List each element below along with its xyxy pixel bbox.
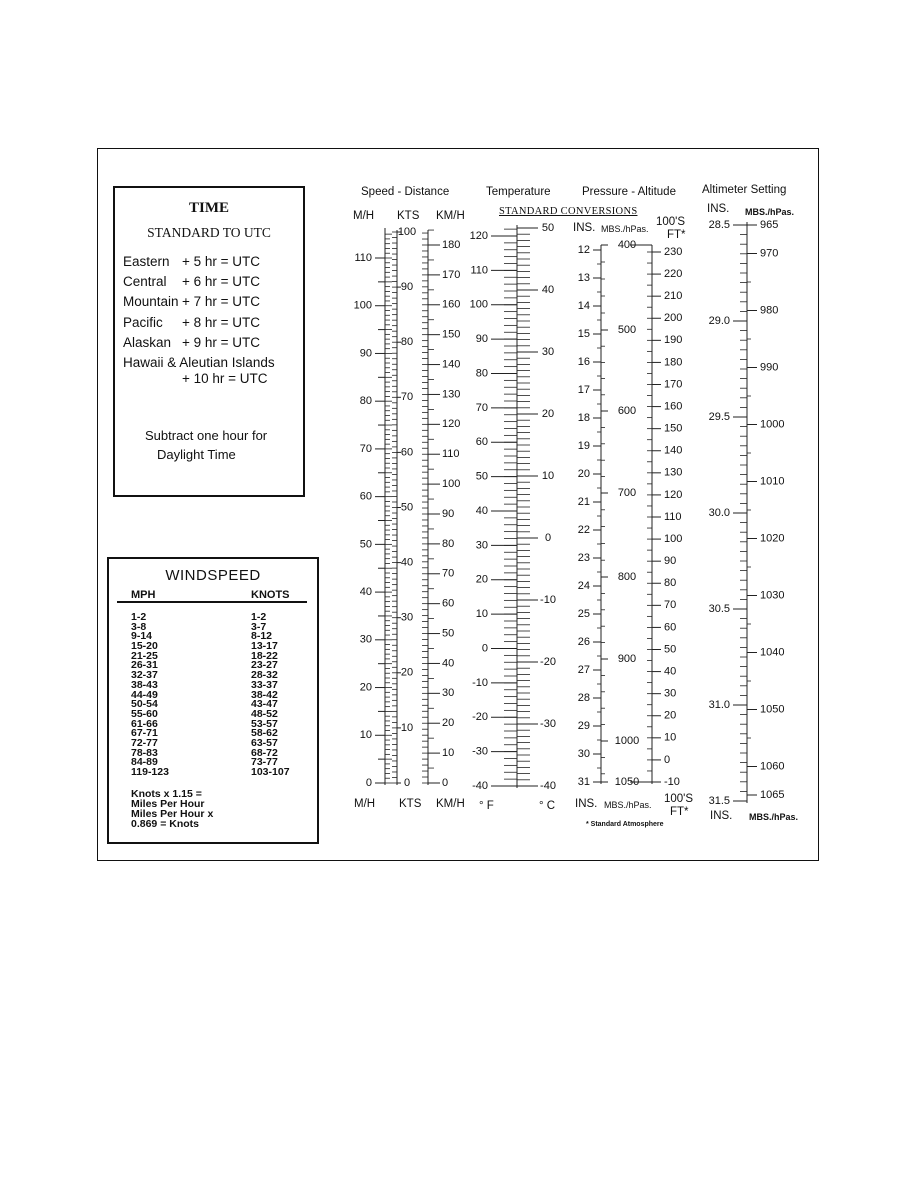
alt-ins-label: 29.5 [708,410,730,423]
alt-ins-label: 31.5 [708,794,730,807]
ins-label: 23 [577,551,590,564]
ins-label: 28 [577,691,590,704]
alt-mbs-label: 1030 [760,589,785,602]
mbs-label: 900 [617,652,637,665]
ins-label: 30 [577,747,590,760]
ins-label: 24 [577,579,590,592]
mbs-label: 500 [617,323,637,336]
altitude-label: 0 [664,753,671,766]
mbs-label: 400 [617,238,637,251]
altitude-label: 140 [664,444,683,457]
mph-value: 67-71 [131,727,158,740]
mph-value: 21-25 [131,649,158,662]
ins-label: 27 [577,663,590,676]
altitude-label: 130 [664,466,683,479]
zone-offset: + 5 hr = UTC [182,254,261,269]
mh-label: 100 [353,299,372,312]
ins-label: 19 [577,439,590,452]
mh-label: 50 [359,538,372,551]
pressure-altitude-header: Pressure - Altitude [582,186,676,198]
kts-label: 100 [397,225,417,238]
mph-value: 55-60 [131,707,158,720]
altitude-label: 200 [664,312,683,325]
mph-value: 61-66 [131,717,158,730]
fahrenheit-label: 110 [470,264,488,277]
celsius-label: 40 [541,283,555,296]
alt-ins-label: 30.5 [708,602,730,615]
altitude-label: 90 [664,555,677,568]
mh-label: 60 [359,490,372,503]
fahrenheit-label: 120 [469,229,488,242]
hawaii-label: Hawaii & Aleutian Islands [123,355,275,370]
kmh-label: 100 [442,478,461,491]
kmh-label: 20 [442,717,455,730]
ins-label: 15 [577,327,590,340]
zone-offset: + 6 hr = UTC [182,274,261,289]
kts-label: 40 [400,556,414,569]
fahrenheit-label: -20 [472,711,488,724]
altitude-label: 210 [664,290,683,303]
fahrenheit-label: 40 [475,504,488,517]
alt-ins-label: 28.5 [708,218,730,231]
kts-label: 0 [403,776,411,789]
mh-label: 110 [354,251,372,264]
fahrenheit-label: 20 [475,573,488,586]
kmh-label: 10 [442,747,455,760]
zone-name: Alaskan [123,335,172,350]
kmh-label: 0 [442,776,449,789]
fahrenheit-label: 100 [469,298,488,311]
altitude-label: 40 [664,665,677,678]
kts-label: 90 [400,281,414,294]
deg-c-label: ° C [539,800,556,812]
alt-ins-label: 29.0 [708,314,730,327]
knots-value: 23-27 [251,659,278,672]
knots-value: 38-42 [251,688,278,701]
kts-label: 30 [400,611,414,624]
mh-label: 10 [359,729,372,742]
knots-value: 18-22 [251,649,278,662]
ins-label: 25 [577,607,590,620]
mbs-top-label: MBS./hPas. [601,224,649,234]
kmh-label: 50 [442,627,455,640]
standard-atmosphere-note: * Standard Atmosphere [586,821,664,828]
kmh-bottom-label: KM/H [436,798,465,810]
kmh-label: 170 [442,268,461,281]
fahrenheit-label: 60 [475,436,488,449]
altitude-label: 180 [664,356,683,369]
altitude-label: 120 [664,488,683,501]
knots-value: 53-57 [251,717,278,730]
celsius-label: 30 [541,345,555,358]
altitude-label: 190 [664,334,683,347]
celsius-label: -10 [540,593,556,606]
alt-ins-label: 30.0 [708,506,730,519]
altitude-label: 60 [664,621,677,634]
kmh-label: 30 [442,687,455,700]
zone-name: Central [123,274,167,289]
mbs-bottom-label: MBS./hPas. [604,800,652,810]
knots-value: 8-12 [251,630,273,643]
celsius-label: -20 [540,655,556,668]
mbs-label: 800 [617,570,637,583]
ft-bottom-label: FT* [670,806,689,818]
altitude-label: 230 [664,245,683,258]
fahrenheit-label: -30 [472,745,488,758]
alt-ins-label: 31.0 [708,698,730,711]
time-title: TIME [188,200,229,216]
alt-mbs-label: 970 [760,247,779,260]
zone-offset: + 9 hr = UTC [182,335,261,350]
celsius-label: 20 [541,407,555,420]
mph-value: 72-77 [131,736,158,749]
fahrenheit-label: 30 [475,539,488,552]
kmh-label: 60 [442,597,455,610]
mph-value: 3-8 [131,620,147,633]
mh-label: 90 [359,347,372,360]
kmh-label: 70 [442,567,455,580]
fahrenheit-label: 80 [475,367,488,380]
fahrenheit-label: 50 [475,470,488,483]
knots-value: 68-72 [251,746,278,759]
standard-conversions-title: STANDARD CONVERSIONS [499,206,638,217]
footer-line: Miles Per Hour [131,798,205,810]
windspeed-title: WINDSPEED [165,567,261,584]
kmh-top-label: KM/H [436,210,465,222]
fahrenheit-label: 70 [475,401,488,414]
zone-name: Mountain [123,294,179,309]
footer-line: Miles Per Hour x [131,808,214,820]
celsius-label: 0 [544,531,552,544]
celsius-label: 10 [541,469,555,482]
ins-label: 22 [577,523,590,536]
altitude-label: 160 [664,400,683,413]
kts-top-label: KTS [397,210,420,222]
kts-label: 10 [400,721,414,734]
ins-bottom-label: INS. [575,798,598,810]
mph-header: MPH [131,589,156,601]
altitude-label: 70 [664,599,677,612]
kmh-label: 130 [442,388,461,401]
ft100-top-label: 100'S [656,216,686,228]
hawaii-offset: + 10 hr = UTC [182,371,268,386]
altimeter-setting-header: Altimeter Setting [702,184,787,196]
mph-value: 26-31 [131,659,158,672]
knots-value: 3-7 [251,620,267,633]
kts-bottom-label: KTS [399,798,422,810]
mh-label: 40 [359,585,372,598]
kmh-label: 80 [442,537,455,550]
ins-label: 17 [577,383,590,396]
alt-mbs-top-label: MBS./hPas. [745,207,795,217]
kmh-label: 40 [442,657,455,670]
fahrenheit-label: 90 [475,333,488,346]
alt-mbs-label: 980 [760,304,779,317]
footer-line: 0.869 = Knots [131,818,199,830]
footer-line: Knots x 1.15 = [131,788,202,800]
ins-label: 16 [577,355,590,368]
mh-label: 70 [359,442,372,455]
mph-value: 38-43 [131,678,158,691]
ins-label: 31 [577,775,590,788]
mh-label: 80 [359,395,372,408]
ft100-bottom-label: 100'S [664,793,694,805]
mh-label: 20 [359,681,372,694]
mph-value: 84-89 [131,756,158,769]
mph-value: 119-123 [131,766,169,778]
kts-label: 80 [400,336,414,349]
time-subtitle: STANDARD TO UTC [147,225,271,240]
ins-label: 12 [577,243,590,256]
zone-name: Eastern [123,254,170,269]
alt-mbs-label: 1065 [760,788,785,801]
alt-mbs-label: 1050 [760,703,785,716]
zone-offset: + 7 hr = UTC [182,294,261,309]
kmh-label: 140 [442,358,461,371]
altitude-label: 220 [664,267,683,280]
ins-top-label: INS. [573,222,596,234]
alt-mbs-label: 1000 [760,418,785,431]
mh-top-label: M/H [353,210,375,222]
alt-mbs-label: 1010 [760,475,785,488]
mbs-label: 1050 [614,775,640,788]
ft-top-label: FT* [667,229,686,241]
knots-value: 1-2 [251,611,267,623]
knots-value: 73-77 [251,756,278,769]
mph-value: 50-54 [131,698,158,711]
mbs-label: 700 [617,486,637,499]
altitude-label: 30 [664,687,677,700]
knots-value: 13-17 [251,640,278,653]
celsius-label: -40 [540,779,556,792]
knots-value: 33-37 [251,678,278,691]
mph-value: 15-20 [131,640,158,653]
fahrenheit-label: -10 [472,676,488,689]
alt-ins-top-label: INS. [707,203,730,215]
ins-label: 13 [577,271,590,284]
ins-label: 14 [577,299,590,312]
ins-label: 21 [577,495,590,508]
altitude-label: 170 [664,378,683,391]
alt-mbs-label: 1060 [760,760,785,773]
alt-mbs-label: 1020 [760,532,785,545]
knots-value: 28-32 [251,669,278,682]
kts-label: 70 [400,391,414,404]
mph-value: 32-37 [131,669,158,682]
fahrenheit-label: -40 [472,779,488,792]
temperature-header: Temperature [486,186,551,198]
mph-value: 78-83 [131,746,158,759]
alt-mbs-label: 990 [760,361,779,374]
ins-label: 18 [577,411,590,424]
knots-header: KNOTS [251,589,290,601]
altitude-label: 110 [664,510,682,523]
mbs-label: 1000 [614,734,640,747]
altitude-label: 10 [664,731,677,744]
alt-ins-bottom-label: INS. [710,810,733,822]
altitude-label: 150 [664,422,683,435]
mph-value: 9-14 [131,630,153,643]
altitude-label: 100 [664,532,683,545]
speed-distance-header: Speed - Distance [361,186,450,198]
mbs-label: 600 [617,404,637,417]
kmh-label: 180 [442,238,461,251]
celsius-label: 50 [541,221,555,234]
kmh-label: 90 [442,507,455,520]
kmh-label: 110 [442,448,460,461]
kmh-label: 160 [442,298,461,311]
kmh-label: 120 [442,418,461,431]
kts-label: 20 [400,666,414,679]
knots-value: 63-57 [251,736,278,749]
fahrenheit-label: 10 [475,608,488,621]
mh-label: 0 [365,776,372,789]
altitude-label: 50 [664,643,677,656]
note-line-2: Daylight Time [157,447,236,462]
knots-value: 58-62 [251,727,278,740]
altitude-label: -10 [664,775,680,788]
zone-offset: + 8 hr = UTC [182,315,261,330]
alt-mbs-label: 965 [760,218,779,231]
knots-value: 43-47 [251,698,278,711]
mh-bottom-label: M/H [354,798,376,810]
kmh-label: 150 [442,328,461,341]
kts-label: 50 [400,501,414,514]
ins-label: 26 [577,635,590,648]
kts-label: 60 [400,446,414,459]
mph-value: 44-49 [131,688,158,701]
knots-value: 103-107 [251,766,290,778]
ins-label: 29 [577,719,590,732]
mph-value: 1-2 [131,611,147,623]
deg-f-label: ° F [479,800,494,812]
alt-mbs-bottom-label: MBS./hPas. [749,812,799,822]
mh-label: 30 [359,633,372,646]
alt-mbs-label: 1040 [760,646,785,659]
fahrenheit-label: 0 [481,642,488,655]
celsius-label: -30 [540,717,556,730]
ins-label: 20 [577,467,590,480]
knots-value: 48-52 [251,707,278,720]
zone-name: Pacific [123,315,163,330]
note-line-1: Subtract one hour for [145,428,268,443]
altitude-label: 20 [664,709,677,722]
altitude-label: 80 [664,577,677,590]
